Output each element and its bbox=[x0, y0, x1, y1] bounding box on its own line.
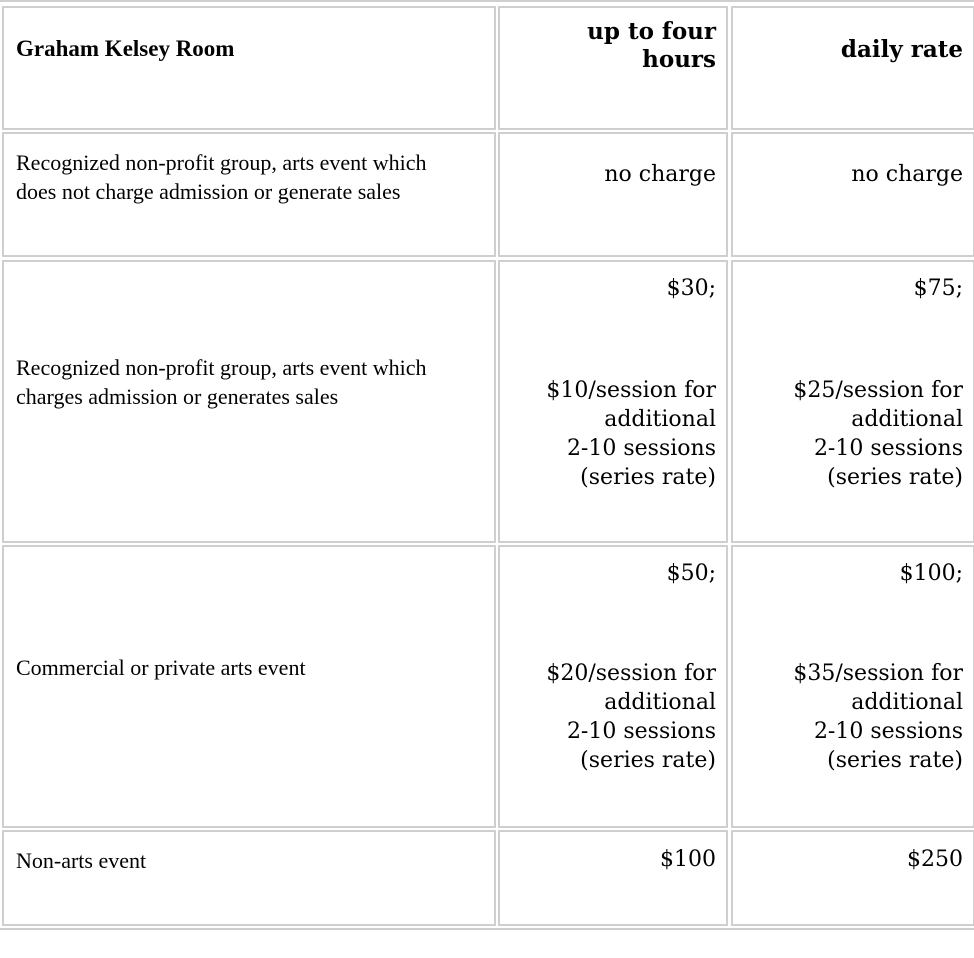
table-cell-four-hours bbox=[498, 830, 728, 926]
series-rate: $20/session for additional 2-10 sessions (series rate) bbox=[546, 661, 716, 773]
header-four-hours-cell bbox=[498, 6, 728, 130]
daily-rate-heading: daily rate bbox=[840, 36, 963, 63]
room-title: Graham Kelsey Room bbox=[16, 36, 235, 61]
price: $75; bbox=[913, 276, 963, 301]
price: $50; bbox=[666, 561, 716, 586]
series-rate: $35/session for additional 2-10 sessions (series rate) bbox=[793, 661, 963, 773]
table-row-label bbox=[2, 132, 496, 257]
table-row-label bbox=[2, 260, 496, 543]
table-cell-daily bbox=[731, 260, 974, 543]
table-row-label bbox=[2, 545, 496, 828]
table-cell-four-hours bbox=[498, 545, 728, 828]
table-cell-daily bbox=[731, 132, 974, 257]
table-cell-four-hours bbox=[498, 260, 728, 543]
price: no charge bbox=[851, 162, 963, 187]
four-hours-heading: up to four hours bbox=[587, 18, 716, 73]
row-description: Recognized non-profit group, arts event which charges admission or generates sales bbox=[16, 355, 427, 409]
series-rate: $25/session for additional 2-10 sessions (series rate) bbox=[793, 378, 963, 490]
price: no charge bbox=[604, 162, 716, 187]
row-description: Commercial or private arts event bbox=[16, 655, 306, 680]
header-daily-cell bbox=[731, 6, 974, 130]
price: $250 bbox=[907, 847, 963, 872]
price: $100; bbox=[899, 561, 963, 586]
price: $30; bbox=[666, 276, 716, 301]
header-room-cell bbox=[2, 6, 496, 130]
table-row-label bbox=[2, 830, 496, 926]
table-cell-daily bbox=[731, 545, 974, 828]
table-cell-daily bbox=[731, 830, 974, 926]
price: $100 bbox=[660, 847, 716, 872]
row-description: Recognized non-profit group, arts event which does not charge admission or generate sales bbox=[16, 150, 427, 204]
series-rate: $10/session for additional 2-10 sessions (series rate) bbox=[546, 378, 716, 490]
table-cell-four-hours bbox=[498, 132, 728, 257]
row-description: Non-arts event bbox=[16, 848, 147, 873]
